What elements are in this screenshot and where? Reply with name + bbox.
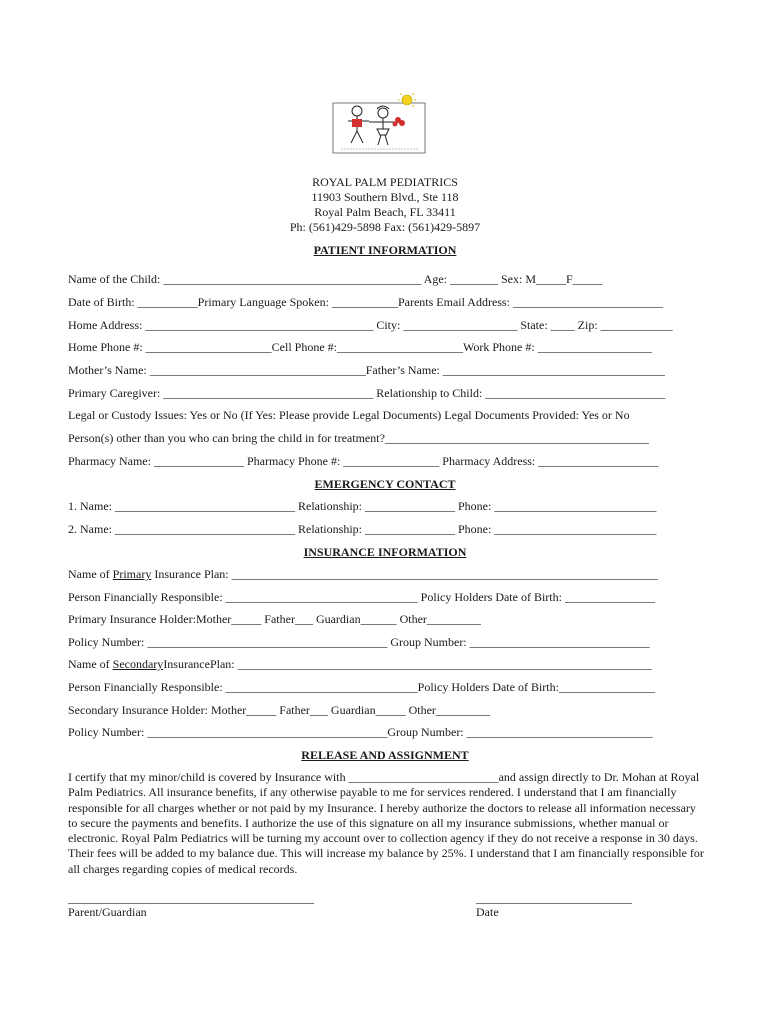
section-heading-release: RELEASE AND ASSIGNMENT	[301, 748, 469, 762]
secondary-plan-suffix: InsurancePlan: _____________________________________________________________________	[163, 657, 652, 671]
primary-responsible-field[interactable]: Person Financially Responsible: ________________________________ Policy Holders Date of Birth: _______________	[68, 590, 655, 604]
section-heading-insurance: INSURANCE INFORMATION	[303, 545, 467, 559]
dob-language-email-field[interactable]: Date of Birth: __________Primary Language Spoken: ___________Parents Email Address: _________________________	[68, 295, 663, 309]
phone-numbers-field[interactable]: Home Phone #: _____________________Cell Phone #:_____________________Work Phone #: ___________________	[68, 340, 652, 354]
primary-plan-field[interactable]	[68, 567, 658, 582]
primary-plan-suffix: Insurance Plan: _______________________________________________________________________	[151, 567, 658, 581]
clinic-city: Royal Palm Beach, FL 33411	[314, 205, 456, 219]
emergency-contact-2-field[interactable]: 2. Name: ______________________________ Relationship: _______________ Phone: ___________________________	[68, 522, 657, 536]
date-line[interactable]: __________________________	[476, 891, 632, 905]
parent-names-field[interactable]: Mother’s Name: ____________________________________Father’s Name: _____________________________________	[68, 363, 665, 377]
date-label: Date	[476, 905, 499, 919]
clinic-street: 11903 Southern Blvd., Ste 118	[311, 190, 459, 204]
release-paragraph: I certify that my minor/child is covered by Insurance with _________________________and assign directly to Dr. Mohan at Royal Palm Pediatrics. All insurance benefits, if any otherwise payable to me for services rendered. I understand that I am financially responsible for all charges whether or not paid by my Insurance. I hereby authorize the doctors to release all information necessary to secure the payments and benefits. I authorize the use of this signature on all my insurance submissions, whether manual or electronic. Royal Palm Pediatrics will be turning my account over to collection agency if they do not receive a response in 30 days. Their fees will be added to my balance due. This will increase my balance by 25%. I understand that I am financially responsible for all charges regarding copies of medical records.	[68, 770, 704, 876]
emergency-contact-1-field[interactable]: 1. Name: ______________________________ Relationship: _______________ Phone: ___________________________	[68, 499, 657, 513]
custody-issues-line[interactable]: Legal or Custody Issues: Yes or No (If Yes: Please provide Legal Documents) Legal Documents Provided: Yes or No	[68, 408, 630, 422]
caregiver-field[interactable]: Primary Caregiver: ___________________________________ Relationship to Child: ______________________________	[68, 386, 666, 400]
secondary-plan-prefix: Name of	[68, 657, 113, 671]
home-address-field[interactable]: Home Address: ______________________________________ City: ___________________ State: ____ Zip: ____________	[68, 318, 673, 332]
section-heading-emergency: EMERGENCY CONTACT	[314, 477, 456, 491]
clinic-logo	[331, 93, 431, 157]
clinic-phone-fax: Ph: (561)429-5898 Fax: (561)429-5897	[289, 220, 481, 234]
pharmacy-field[interactable]: Pharmacy Name: _______________ Pharmacy Phone #: ________________ Pharmacy Address: ____________________	[68, 454, 659, 468]
clinic-name: ROYAL PALM PEDIATRICS	[312, 175, 458, 189]
primary-holder-field[interactable]: Primary Insurance Holder:Mother_____ Father___ Guardian______ Other_________	[68, 612, 481, 626]
child-name-field[interactable]: Name of the Child: ___________________________________________ Age: ________ Sex: M_____F_____	[68, 272, 603, 286]
secondary-plan-field[interactable]	[68, 657, 652, 672]
section-heading-patient: PATIENT INFORMATION	[313, 243, 457, 257]
primary-policy-field[interactable]: Policy Number: ________________________________________ Group Number: ______________________________	[68, 635, 650, 649]
authorized-persons-field[interactable]: Person(s) other than you who can bring the child in for treatment?____________________________________________	[68, 431, 649, 445]
secondary-word: Secondary	[112, 657, 164, 671]
primary-word: Primary	[112, 567, 152, 581]
primary-plan-prefix: Name of	[68, 567, 113, 581]
secondary-responsible-field[interactable]: Person Financially Responsible: ________________________________Policy Holders Date of Birth:________________	[68, 680, 655, 694]
secondary-holder-field[interactable]: Secondary Insurance Holder: Mother_____ Father___ Guardian_____ Other_________	[68, 703, 490, 717]
parent-signature-line[interactable]: _________________________________________	[68, 891, 314, 905]
parent-signature-label: Parent/Guardian	[68, 905, 147, 919]
secondary-policy-field[interactable]: Policy Number: ________________________________________Group Number: _______________________________	[68, 725, 653, 739]
